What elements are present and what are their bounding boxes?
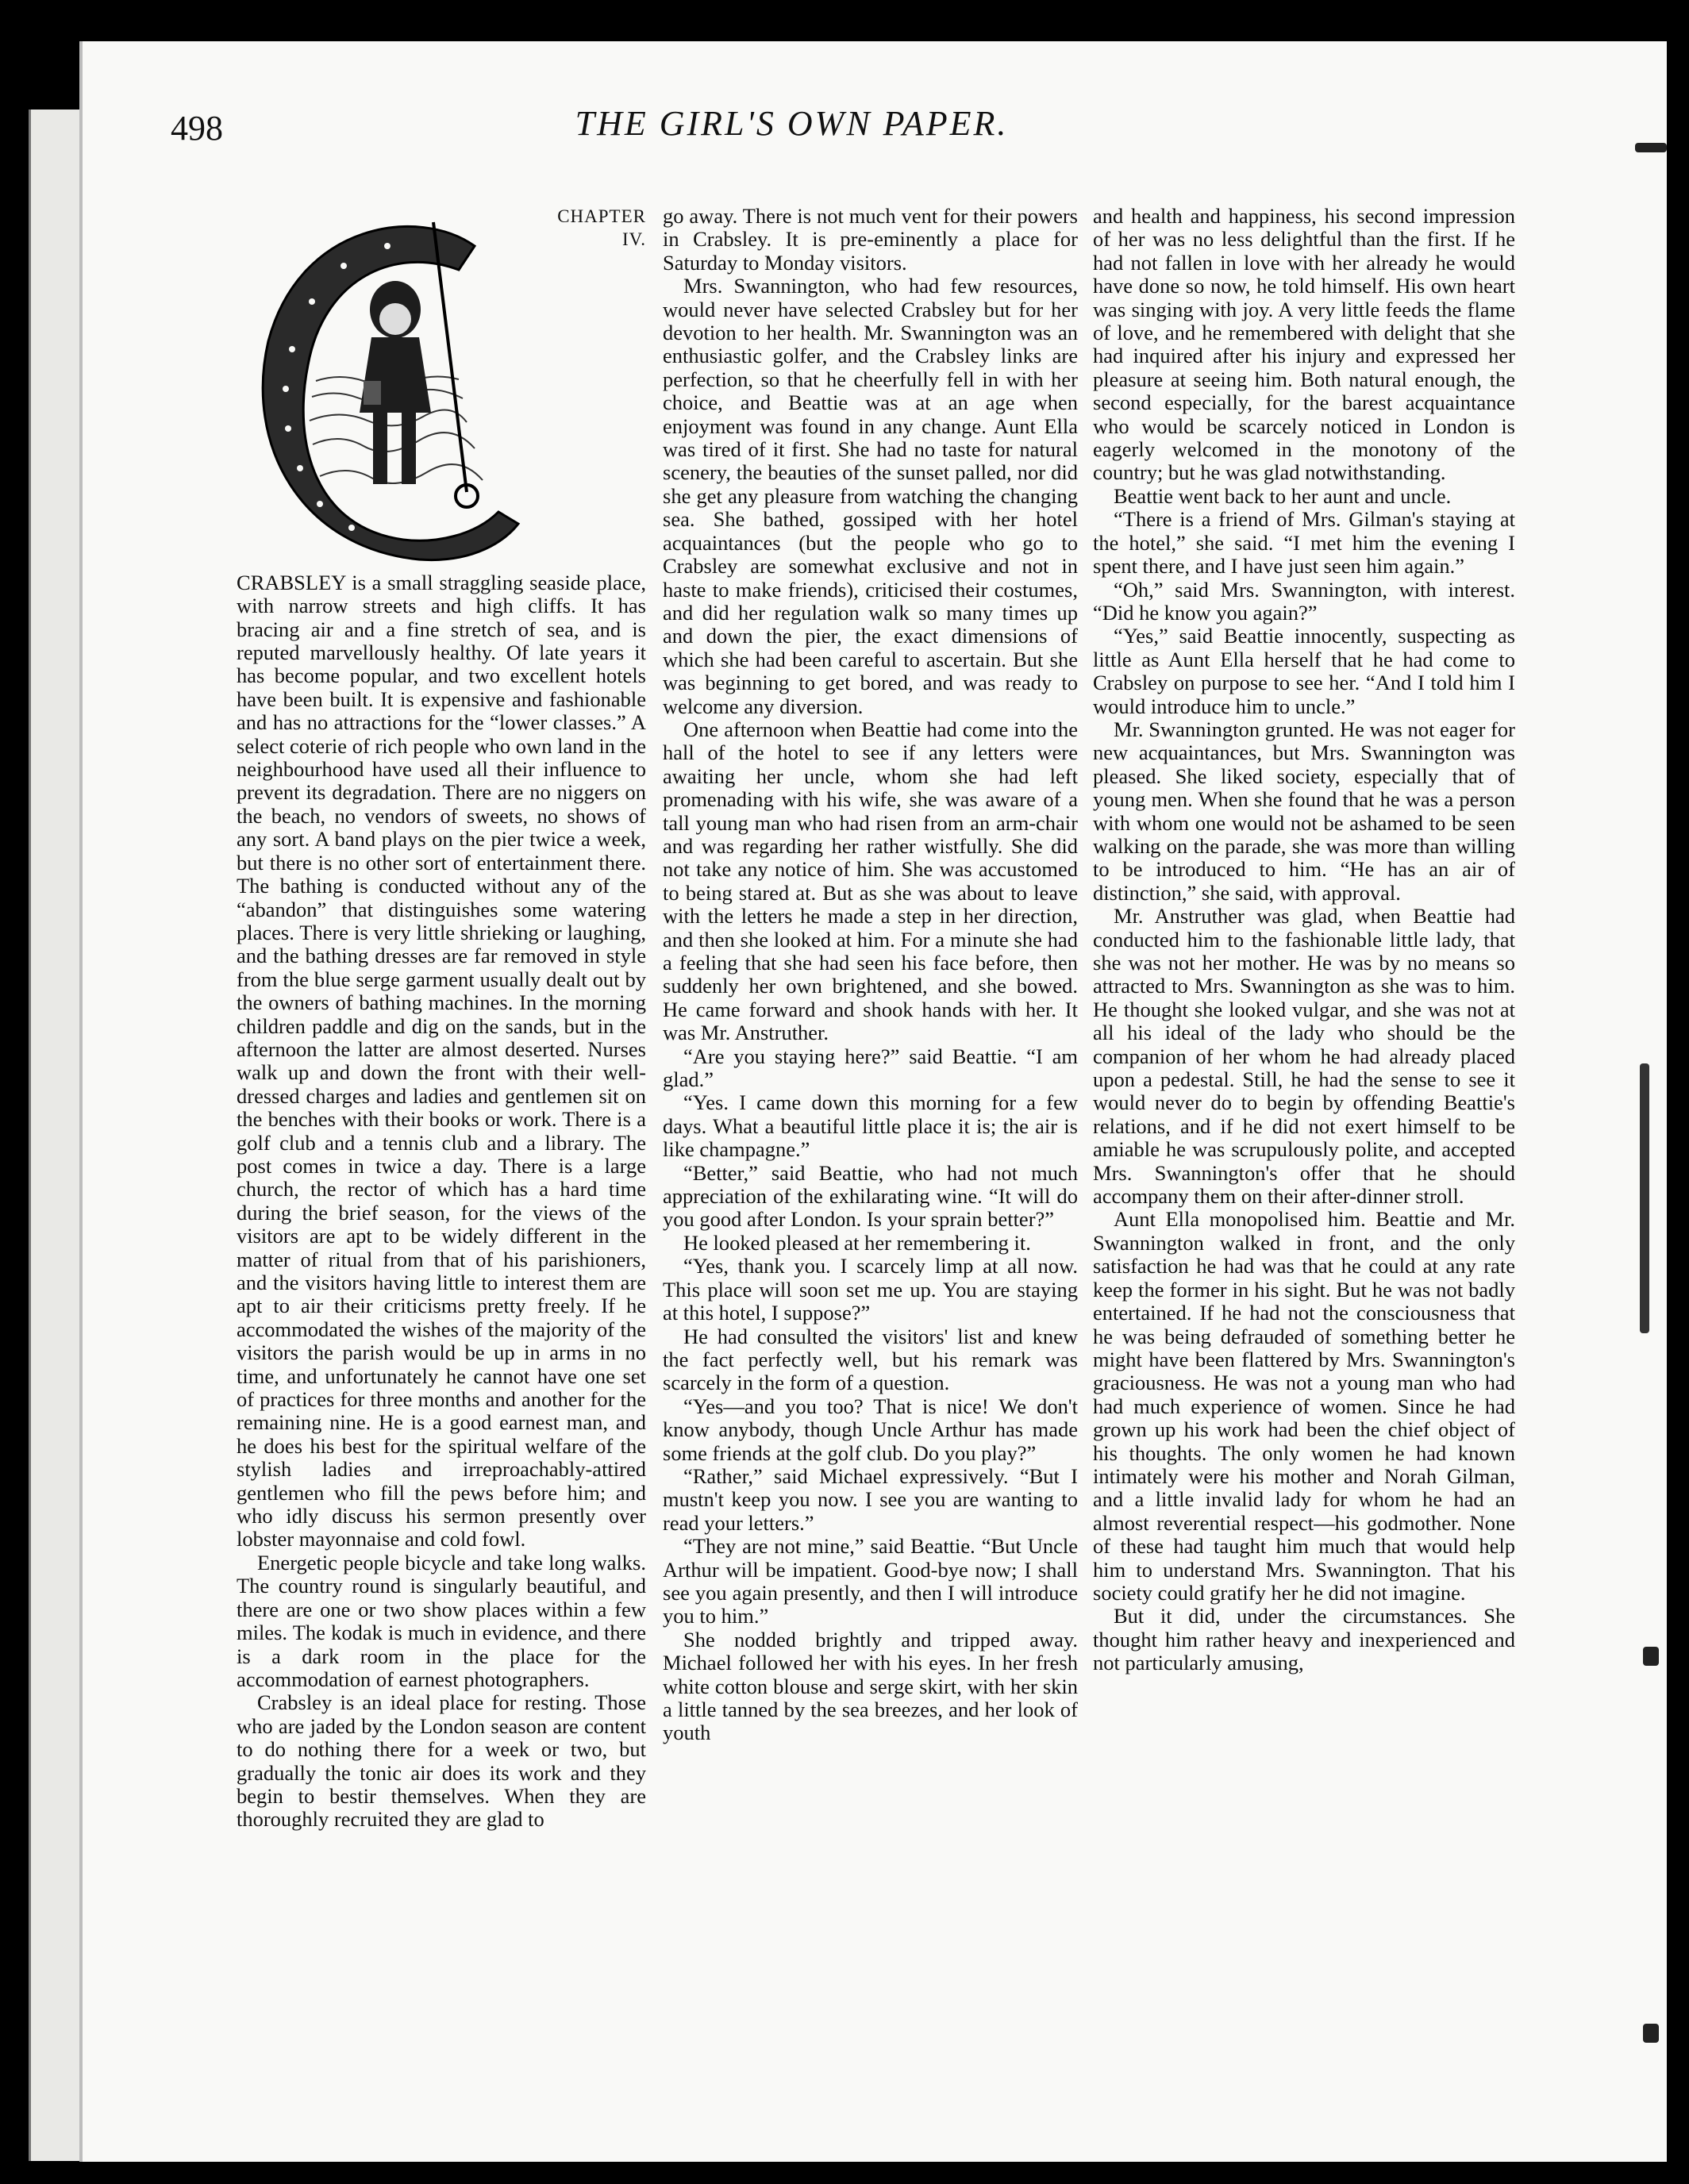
drop-cap-illustration	[237, 205, 530, 567]
paragraph: Mr. Anstruther was glad, when Beattie had conducted him to the fashionable little lady, that she was not her mother. He was by no means so attracted to Mrs. Swannington as she was to him. He thought she looked vulgar, and she was not at all his ideal of the lady who should be the companion of her whom he had already placed upon a pedestal. Still, he had the sense to see it would never do to begin by offending Beattie's relations, and if he did not exert himself to be amiable he was scrupulously polite, and accepted Mrs. Swannington's offer that he should accompany them on their after-dinner stroll.	[1093, 904, 1515, 1209]
binding-clip-mark	[1635, 143, 1667, 152]
paragraph: Energetic people bicycle and take long walks. The country round is singularly beautiful, and there are one or two show places within a few miles. The kodak is much in evidence, and there is a dark room in the place for the accommodation of earnest photographers.	[237, 1550, 646, 1691]
chapter-title: CHAPTER IV.	[557, 206, 646, 250]
page-number: 498	[171, 109, 223, 148]
paragraph: Of late years it has become popular, and two excellent hotels have been built. It is expensive and fashionable and has no attractions for the “lower classes.” A select coterie of rich people who own land in the neighbourhood have used all their influence to prevent its degradation. There are no niggers on the beach, no vendors of sweets, no shows of any sort. A band plays on the pier twice a week, but there is no other sort of entertainment there. The bathing is conducted without any of the “abandon” that distinguishes some watering places. There is very little shrieking or laughing, and the bathing dresses are far removed in style from the blue serge garment usually dealt out by the owners of bathing machines. In the morning children paddle and dig on the sands, but in the afternoon the latter are almost deserted. Nurses walk up and down the front with their well-dressed charges and ladies and gentlemen sit on the benches with their books or work. There is a golf club and a tennis club and a library. The post comes in twice a day. There is a large church, the rector of which has a hard time during the brief season, for the views of the visitors are apt to be widely different in the matter of ritual from that of his parishioners, and the visitors having little to interest them are apt to air their criticisms pretty freely. If he accommodated the wishes of the majority of the visitors the parish would be up in arms in no time, and unfortunately he cannot have one set of practices for three months and another for the remaining nine. He is a good earnest man, and he does his best for the spiritual welfare of the stylish ladies and irreproachably-attired gentlemen who fill the pews before him; and who idly discuss his sermon presently over lobster mayonnaise and cold fowl.	[237, 640, 646, 1551]
text-column-2	[663, 205, 1078, 2046]
drop-cap-letter: C	[237, 570, 251, 594]
paragraph: “They are not mine,” said Beattie. “But Uncle Arthur will be impatient. Good-bye now; I shall see you again presently, and then I will introduce you to him.”	[663, 1534, 1078, 1628]
paragraph: “Oh,” said Mrs. Swannington, with interest. “Did he know you again?”	[1093, 577, 1515, 625]
binding-clip-mark	[1640, 1063, 1649, 1333]
paragraph: and health and happiness, his second impression of her was no less delightful than the first. If he had not fallen in love with her already he would have done so now, he told himself. His own heart was singing with joy. A very little feeds the flame of love, and he remembered with delight that she had inquired after his injury and expressed her pleasure at seeing him. Both natural enough, the second especially, for the barest acquaintance who would be scarcely noticed in London is eagerly welcomed in the monotony of the country; but he was glad notwithstanding.	[1093, 205, 1515, 485]
paragraph: “Yes,” said Beattie innocently, suspecting as little as Aunt Ella herself that he had come to Crabsley on purpose to see her. “And I told him I would introduce him to uncle.”	[1093, 624, 1515, 718]
paragraph: go away. There is not much vent for their powers in Crabsley. It is pre-eminently a place for Saturday to Monday visitors.	[663, 205, 1078, 275]
paragraph: But it did, under the circumstances. She thought him rather heavy and inexperienced and not particularly amusing,	[1093, 1604, 1515, 1675]
paragraph: “Better,” said Beattie, who had not much appreciation of the exhilarating wine. “It will do you good after London. Is your sprain better?”	[663, 1160, 1078, 1232]
paragraph: “Yes, thank you. I scarcely limp at all now. This place will soon set me up. You are staying at this hotel, I suppose?”	[663, 1254, 1078, 1325]
paragraph: Beattie went back to her aunt and uncle.	[1114, 483, 1452, 508]
decorated-letter-c-icon	[237, 205, 530, 567]
paragraph: Crabsley is an ideal place for resting. Those who are jaded by the London season are content to do nothing there for a week or two, but gradually the tonic air does its work and they begin to bestir themselves. When they are thoroughly recruited they are glad to	[237, 1690, 646, 1832]
text-column-3	[1093, 205, 1515, 2046]
paragraph: “There is a friend of Mrs. Gilman's staying at the hotel,” she said. “I met him the evening I spent there, and I have just seen him again.”	[1093, 507, 1515, 579]
paragraph: “Rather,” said Michael expressively. “But I mustn't keep you now. I see you are wanting to read your letters.”	[663, 1463, 1078, 1535]
binding-clip-mark	[1643, 2024, 1659, 2043]
binding-clip-mark	[1643, 1647, 1659, 1666]
paragraph: One afternoon when Beattie had come into the hall of the hotel to see if any letters were awaiting her uncle, whom she had left promenading with his wife, she was aware of a tall young man who had risen from an arm-chair and was regarding her rather wistfully. She did not take any notice of him. She was accustomed to being stared at. But as she was about to leave with the letters he made a step in her direction, and then she looked at him. For a minute she had a feeling that she had seen his face before, then suddenly her own brightened, and she bowed. He came forward and shook hands with her. It was Mr. Anstruther.	[663, 717, 1078, 1045]
paragraph: “Yes. I came down this morning for a few days. What a beautiful little place it is; the air is like champagne.”	[663, 1090, 1078, 1162]
text-column-1	[237, 205, 646, 2046]
paragraph: Mrs. Swannington, who had few resources, would never have selected Crabsley but for her devotion to her health. Mr. Swannington was an enthusiastic golfer, and the Crabsley links are perfection, so that he cheerfully fell in with her choice, and Beattie was at an age when enjoyment was found in any change. Aunt Ella was tired of it first. She had no taste for natural scenery, the beauties of the sunset palled, nor did she get any pleasure from watching the changing sea. She bathed, gossiped with her hotel acquaintances (but the people who go to Crabsley are somewhat exclusive and not in haste to make friends), criticised their costumes, and did her regulation walk so many times up and down the pier, the exact dimensions of which she had been careful to ascertain. But she was beginning to get bored, and was ready to welcome any diversion.	[663, 274, 1078, 718]
paragraph: She nodded brightly and tripped away. Michael followed her with his eyes. In her fresh white cotton blouse and serge skirt, with her skin a little tanned by the sea breezes, and her look of youth	[663, 1627, 1078, 1745]
paragraph: “Are you staying here?” said Beattie. “I am glad.”	[663, 1044, 1078, 1092]
paragraph: Aunt Ella monopolised him. Beattie and Mr. Swannington walked in front, and the only satisfaction he had was that he could at any rate keep the former in his sight. But he was not badly entertained. If he had not the consciousness that he was being defrauded of something better he might have been flattered by Mrs. Swannington's graciousness. He was not a young man who had had much experience of women. Since he had grown up his work had been the chief object of his thoughts. The only women he had known intimately were his mother and Norah Gilman, and a little invalid lady for whom he had an almost reverential respect—his godmother. None of these had taught him much that would help him to understand Mrs. Swannington. That his society could gratify her he did not imagine.	[1093, 1207, 1515, 1605]
paragraph: “Yes—and you too? That is nice! We don't know anybody, though Uncle Arthur has made some friends at the golf club. Do you play?”	[663, 1394, 1078, 1465]
paragraph: He looked pleased at her remembering it.	[683, 1230, 1031, 1255]
page-header	[171, 103, 1413, 175]
running-title: THE GIRL'S OWN PAPER.	[575, 104, 1009, 143]
opening-words: RABSLEY is a small straggling seaside place, with narrow streets and high cliffs. It has bracing air and a fine stretch of sea, and is reputed marvellously healthy.	[237, 570, 646, 665]
paragraph: He had consulted the visitors' list and knew the fact perfectly well, but his remark was scarcely in the form of a question.	[663, 1324, 1078, 1395]
paragraph: Mr. Swannington grunted. He was not eager for new acquaintances, but Mrs. Swannington was pleased. She liked society, especially that of young men. When she found that he was a person with whom one would not be ashamed to be seen walking on the parade, she was more than willing to be introduced to him. “He has an air of distinction,” she said, with approval.	[1093, 717, 1515, 905]
